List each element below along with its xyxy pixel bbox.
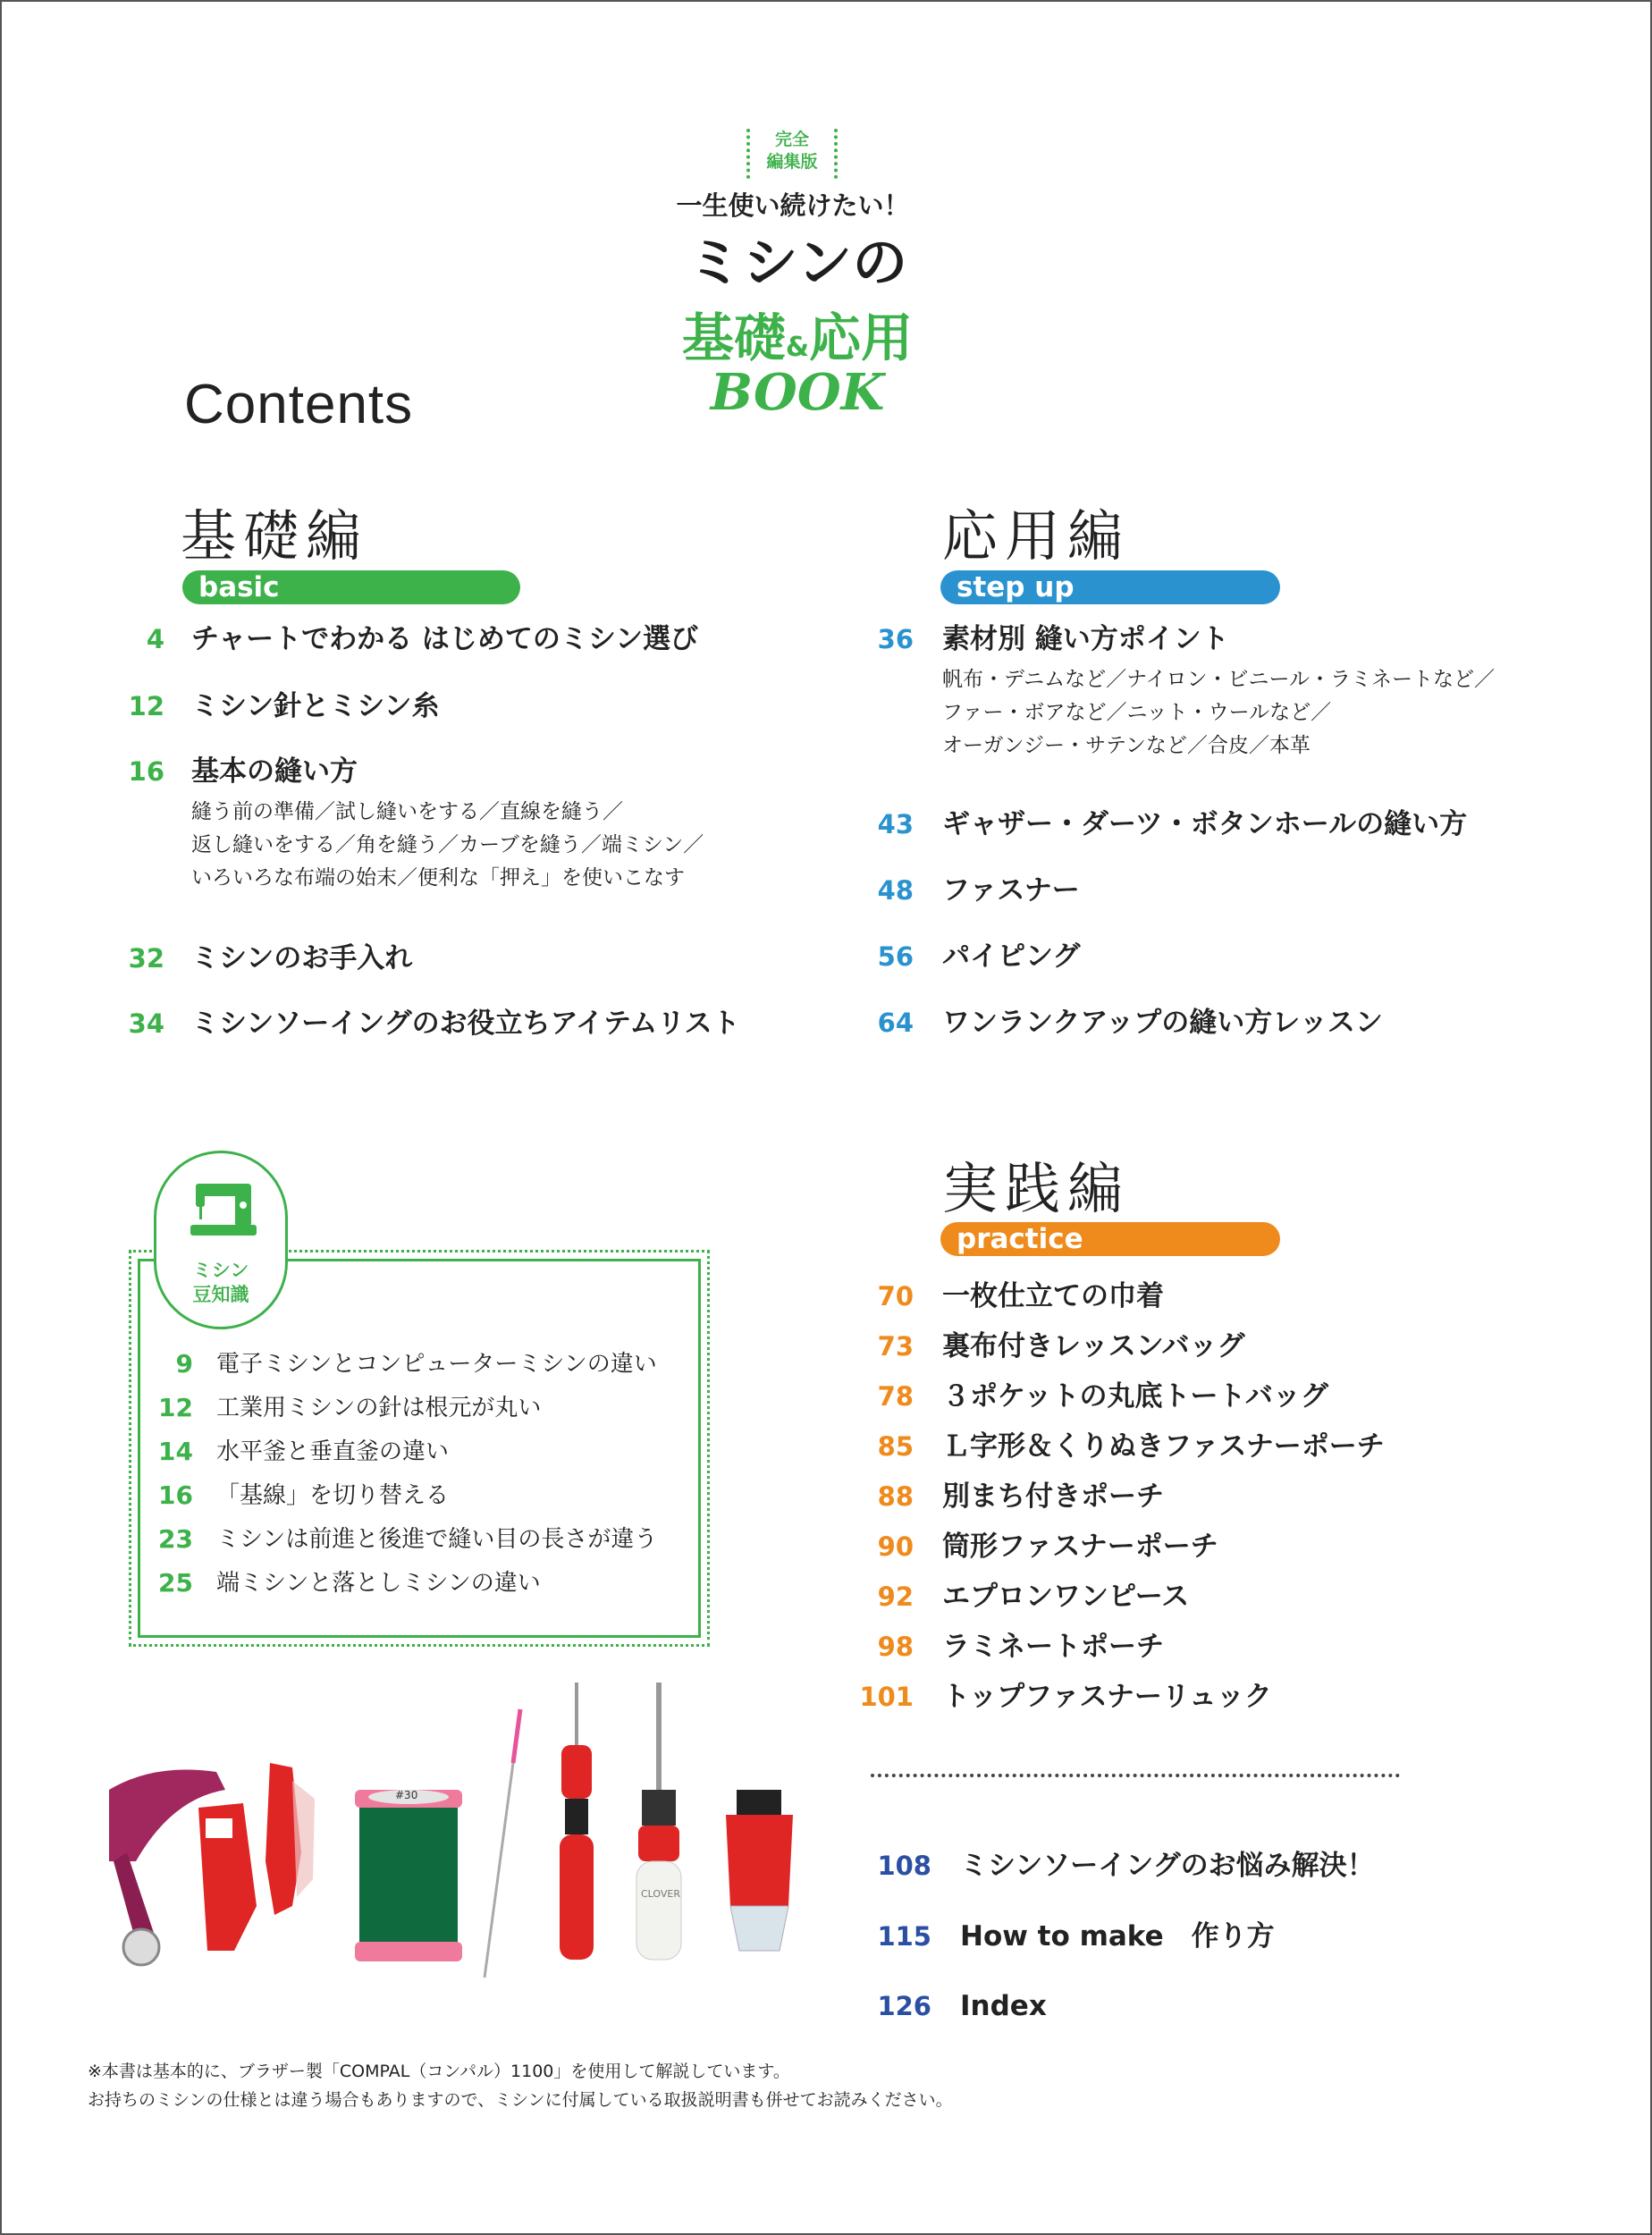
sewing-machine-icon [189, 1180, 258, 1243]
entry-page-number: 32 [128, 943, 164, 974]
entry-page-number: 98 [877, 1632, 914, 1662]
entry-title: ミシンソーイングのお役立ちアイテムリスト [191, 1008, 740, 1040]
entry-page-number: 4 [146, 624, 164, 654]
entry-title: ギャザー・ダーツ・ボタンホールの縫い方 [942, 808, 1468, 840]
entry-detail: 返し縫いをする／角を縫う／カーブを縫う／端ミシン／ [191, 833, 704, 856]
tip-page-number: 12 [158, 1393, 193, 1422]
sewing-clip-icon [198, 1803, 257, 1951]
entry-title: ファスナー [942, 874, 1080, 907]
entry-page-number: 73 [877, 1331, 914, 1362]
entry-page-number: 115 [877, 1921, 931, 1952]
entry-page-number: 56 [877, 941, 914, 972]
needle-icon [485, 1709, 520, 1978]
entry-page-number: 34 [128, 1008, 164, 1039]
dotted-divider [871, 1774, 1400, 1777]
section-title-applied: 応用編 [942, 503, 1131, 569]
entry-title: ミシンのお手入れ [191, 942, 413, 974]
entry-title: Ｌ字形＆くりぬきファスナーポーチ [942, 1430, 1385, 1463]
entry-title: パイピング [942, 940, 1081, 973]
entry-page-number: 78 [877, 1381, 914, 1412]
awl-icon [636, 1683, 681, 1960]
tip-page-number: 23 [158, 1524, 193, 1554]
tips-badge-line2: 豆知識 [192, 1284, 249, 1305]
tip-page-number: 25 [158, 1568, 193, 1598]
entry-title: 一枚仕立ての巾着 [942, 1280, 1164, 1312]
tip-page-number: 9 [175, 1349, 193, 1379]
bias-tape-maker-icon [726, 1790, 793, 1951]
footnote-line2: お持ちのミシンの仕様とは違う場合もありますので、ミシンに付属している取扱説明書も併せてお読みください。 [88, 2090, 953, 2110]
tip-title: 工業用ミシンの針は根元が丸い [216, 1395, 542, 1421]
entry-page-number: 101 [859, 1682, 914, 1712]
entry-page-number: 64 [877, 1008, 914, 1038]
entry-title: ３ポケットの丸底トートバッグ [942, 1380, 1328, 1413]
title-applied: 応用 [809, 308, 914, 368]
tips-badge [154, 1151, 288, 1329]
tip-title: 「基線」を切り替える [216, 1482, 450, 1509]
entry-page-number: 126 [877, 1991, 931, 2021]
entry-title: ラミネートポーチ [942, 1631, 1164, 1663]
tip-title: 端ミシンと落としミシンの違い [216, 1570, 541, 1597]
contents-heading: Contents [184, 374, 414, 435]
entry-detail: オーガンジー・サテンなど／合皮／本革 [942, 734, 1311, 757]
entry-title: エプロンワンピース [942, 1581, 1190, 1613]
title-basics: 基礎 [681, 308, 786, 368]
edition-line2: 編集版 [766, 152, 818, 172]
entry-page-number: 90 [877, 1531, 914, 1562]
tip-page-number: 16 [158, 1480, 193, 1510]
section-title-practice: 実践編 [942, 1156, 1131, 1221]
tip-page-number: 14 [158, 1437, 193, 1466]
entry-title: 別まち付きポーチ [942, 1480, 1164, 1513]
section-tag-practice: practice [940, 1222, 1280, 1256]
clip-icon [266, 1763, 315, 1915]
book-title-line3: BOOK [710, 363, 885, 422]
edition-badge [746, 129, 838, 179]
entry-detail: 帆布・デニムなど／ナイロン・ビニール・ラミネートなど／ [942, 668, 1496, 691]
entry-title: Index [960, 1990, 1047, 2022]
entry-title: チャートでわかる はじめてのミシン選び [191, 623, 699, 655]
entry-page-number: 16 [128, 756, 164, 787]
entry-page-number: 92 [877, 1581, 914, 1612]
entry-detail: ファー・ボアなど／ニット・ウールなど／ [942, 701, 1332, 724]
entry-title: 素材別 縫い方ポイント [942, 623, 1229, 655]
book-title-line1: ミシンの [687, 230, 908, 295]
entry-title: 基本の縫い方 [191, 755, 358, 788]
entry-detail: いろいろな布端の始末／便利な「押え」を使いこなす [191, 866, 685, 890]
tips-badge-label [156, 1259, 285, 1307]
title-ampersand: & [785, 332, 810, 363]
thread-label: #30 [395, 1789, 418, 1801]
edition-line1: 完全 [774, 130, 809, 149]
section-title-basics: 基礎編 [181, 503, 369, 569]
entry-page-number: 85 [877, 1431, 914, 1462]
thread-spool-icon [355, 1789, 462, 1961]
entry-page-number: 36 [877, 624, 914, 654]
tip-title: 電子ミシンとコンピューターミシンの違い [216, 1351, 657, 1378]
section-tag-basic: basic [182, 570, 520, 604]
seam-ripper-icon [560, 1683, 594, 1960]
catch-copy: 一生使い続けたい！ [676, 190, 910, 221]
tips-badge-line1: ミシン [192, 1260, 249, 1281]
tip-title: ミシンは前進と後進で縫い目の長さが違う [216, 1526, 658, 1553]
entry-title: 裏布付きレッスンバッグ [942, 1330, 1245, 1362]
entry-page-number: 48 [877, 875, 914, 906]
section-tag-step-up: step up [940, 570, 1280, 604]
entry-title: 筒形ファスナーポーチ [942, 1531, 1218, 1563]
sewing-tools-illustration [100, 1683, 905, 2049]
entry-title: ミシンソーイングのお悩み解決！ [960, 1850, 1375, 1882]
entry-title: トップファスナーリュック [942, 1681, 1272, 1713]
entry-title: ミシン針とミシン糸 [191, 690, 440, 722]
entry-title: ワンランクアップの縫い方レッスン [942, 1007, 1383, 1039]
entry-detail: 縫う前の準備／試し縫いをする／直線を縫う／ [191, 800, 623, 823]
entry-page-number: 70 [877, 1281, 914, 1311]
entry-title: How to make 作り方 [960, 1920, 1275, 1952]
awl-brand: CLOVER [641, 1888, 680, 1900]
entry-page-number: 108 [877, 1851, 931, 1881]
entry-page-number: 43 [877, 809, 914, 839]
tip-title: 水平釜と垂直釜の違い [216, 1438, 450, 1465]
footnote-line1: ※本書は基本的に、ブラザー製「COMPAL（コンパル）1100」を使用して解説しています。 [88, 2062, 790, 2081]
entry-page-number: 12 [128, 691, 164, 721]
entry-page-number: 88 [877, 1481, 914, 1512]
